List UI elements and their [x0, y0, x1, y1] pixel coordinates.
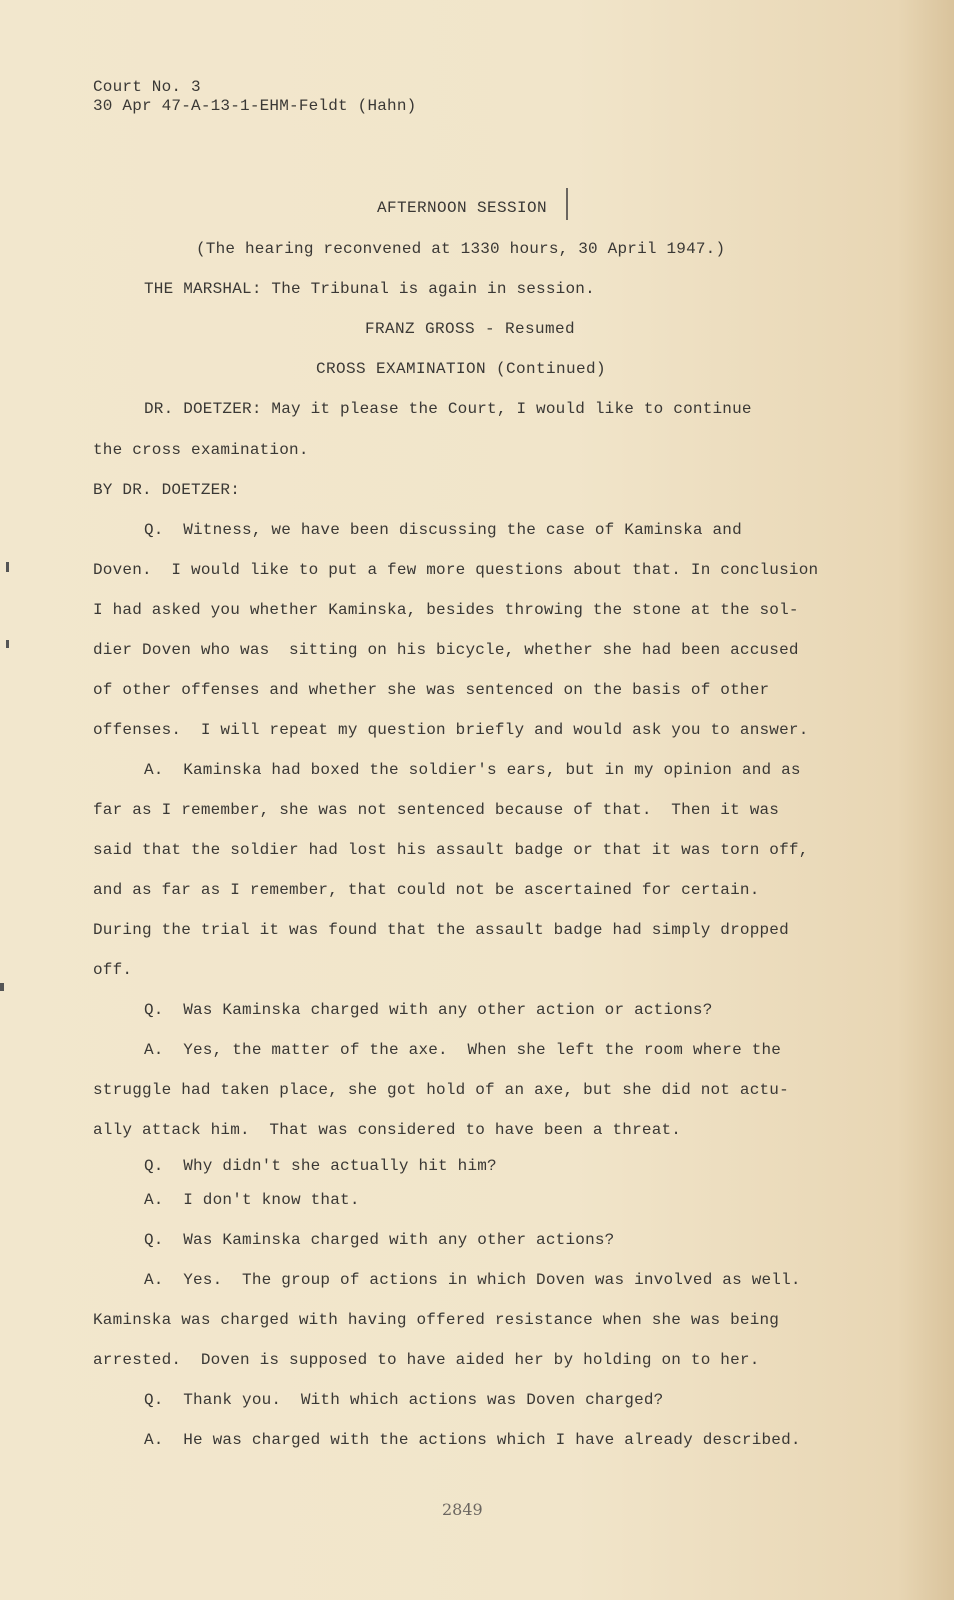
transcript-line: Q. Why didn't she actually hit him? [144, 1157, 497, 1175]
transcript-line: A. I don't know that. [144, 1191, 360, 1209]
transcript-line: and as far as I remember, that could not be ascertained for certain. [93, 881, 760, 899]
transcript-line: the cross examination. [93, 441, 309, 459]
transcript-line: ally attack him. That was considered to have been a threat. [93, 1121, 682, 1139]
handwritten-mark [566, 188, 568, 220]
transcript-line: off. [93, 961, 133, 979]
witness-heading: FRANZ GROSS - Resumed [365, 320, 576, 338]
page-number: 2849 [442, 1500, 483, 1519]
transcript-line: dier Doven who was sitting on his bicycle, whether she had been accused [93, 641, 799, 659]
examination-heading: CROSS EXAMINATION (Continued) [316, 360, 607, 378]
reconvened-note: (The hearing reconvened at 1330 hours, 30 April 1947.) [196, 240, 726, 258]
transcript-line: Q. Was Kaminska charged with any other action or actions? [144, 1001, 713, 1019]
transcript-line: A. Kaminska had boxed the soldier's ears, but in my opinion and as [144, 761, 801, 779]
transcript-line: arrested. Doven is supposed to have aided her by holding on to her. [93, 1351, 760, 1369]
transcript-line: A. He was charged with the actions which I have already described. [144, 1431, 801, 1449]
transcript-line: I had asked you whether Kaminska, besides throwing the stone at the sol- [93, 601, 799, 619]
transcript-line: Q. Was Kaminska charged with any other actions? [144, 1231, 615, 1249]
transcript-line: A. Yes. The group of actions in which Doven was involved as well. [144, 1271, 801, 1289]
marshal-statement: THE MARSHAL: The Tribunal is again in session. [144, 280, 595, 298]
margin-mark [6, 562, 9, 572]
transcript-line: far as I remember, she was not sentenced because of that. Then it was [93, 801, 780, 819]
court-number: Court No. 3 [93, 78, 201, 96]
transcript-line: offenses. I will repeat my question briefly and would ask you to answer. [93, 721, 809, 739]
transcript-line: Q. Witness, we have been discussing the case of Kaminska and [144, 521, 742, 539]
margin-mark [0, 983, 4, 991]
transcript-line: During the trial it was found that the assault badge had simply dropped [93, 921, 789, 939]
transcript-line: Kaminska was charged with having offered resistance when she was being [93, 1311, 780, 1329]
document-reference: 30 Apr 47-A-13-1-EHM-Feldt (Hahn) [93, 97, 417, 115]
transcript-line: said that the soldier had lost his assault badge or that it was torn off, [93, 841, 809, 859]
margin-mark [6, 640, 9, 648]
transcript-line: struggle had taken place, she got hold of an axe, but she did not actu- [93, 1081, 789, 1099]
transcript-line: Q. Thank you. With which actions was Doven charged? [144, 1391, 664, 1409]
session-title: AFTERNOON SESSION [377, 199, 548, 217]
transcript-line: Doven. I would like to put a few more questions about that. In conclusion [93, 561, 819, 579]
transcript-line: A. Yes, the matter of the axe. When she left the room where the [144, 1041, 782, 1059]
transcript-line: BY DR. DOETZER: [93, 481, 241, 499]
transcript-line: DR. DOETZER: May it please the Court, I would like to continue [144, 400, 752, 418]
transcript-line: of other offenses and whether she was sentenced on the basis of other [93, 681, 770, 699]
